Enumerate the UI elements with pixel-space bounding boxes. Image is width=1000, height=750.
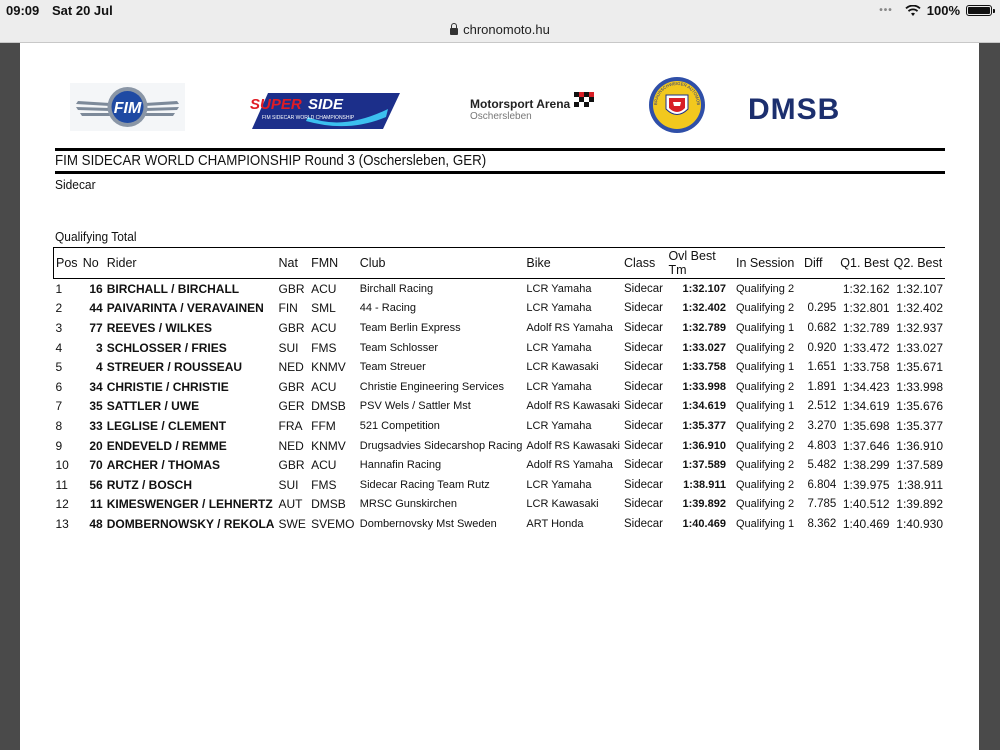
cell-in-session: Qualifying 2: [735, 341, 795, 354]
cell-q2-best: 1:38.911: [897, 477, 943, 492]
cell-nat: FRA: [278, 418, 303, 433]
cell-in-session: Qualifying 1: [735, 517, 795, 530]
cell-q1-best: 1:40.469: [842, 516, 890, 531]
table-header-row: [54, 248, 946, 279]
cell-q2-best: 1:33.998: [896, 379, 943, 394]
cell-nat: SUI: [278, 477, 299, 492]
cell-pos: 12: [55, 497, 69, 512]
cell-nat: FIN: [278, 301, 298, 316]
cell-nat: NED: [278, 438, 304, 453]
cell-class: Sidecar: [623, 498, 663, 511]
cell-fmn: SML: [311, 301, 336, 316]
braunschweig-club-logo: [647, 76, 707, 134]
cell-q2-best: 1:36.910: [896, 438, 943, 453]
cell-class: Sidecar: [623, 380, 663, 393]
cell-fmn: DMSB: [311, 497, 346, 512]
cell-diff: 0.295: [807, 302, 837, 315]
cell-pos: 8: [55, 418, 63, 433]
cell-fmn: FFM: [311, 418, 336, 433]
cell-no: 16: [89, 281, 103, 296]
cell-ovl-best: 1:32.107: [682, 282, 726, 295]
superside-logo-super: SUPER: [250, 96, 302, 113]
cell-nat: AUT: [278, 497, 303, 512]
cell-pos: 13: [55, 516, 69, 531]
cell-rider: PAIVARINTA / VERAVAINEN: [106, 301, 264, 316]
header-rule-top: [55, 148, 945, 151]
sponsor-logos: [20, 43, 979, 148]
cell-in-session: Qualifying 1: [735, 321, 795, 334]
cell-nat: GBR: [278, 458, 305, 473]
cell-fmn: FMS: [311, 477, 337, 492]
cell-rider: SCHLOSSER / FRIES: [106, 340, 227, 355]
cell-diff: 3.270: [807, 419, 837, 432]
cell-ovl-best: 1:33.027: [682, 341, 726, 354]
col-header-pos: Pos: [54, 248, 81, 279]
cell-diff: 6.804: [807, 478, 837, 491]
cell-class: Sidecar: [623, 400, 663, 413]
cell-q1-best: 1:32.801: [842, 301, 890, 316]
cell-rider: RUTZ / BOSCH: [106, 477, 193, 492]
cell-club: PSV Wels / Sattler Mst: [359, 400, 471, 413]
section-title: Qualifying Total: [55, 229, 137, 244]
cell-class: Sidecar: [623, 361, 663, 374]
table-row: [54, 495, 946, 515]
cell-rider: LEGLISE / CLEMENT: [106, 418, 227, 433]
cell-rider: CHRISTIE / CHRISTIE: [106, 379, 229, 394]
cell-q2-best: 1:32.402: [896, 301, 943, 316]
motorsport-arena-logo: [468, 88, 598, 124]
cell-bike: LCR Yamaha: [526, 478, 592, 491]
cell-club: Birchall Racing: [359, 282, 434, 295]
cell-fmn: ACU: [311, 281, 337, 296]
cell-rider: BIRCHALL / BIRCHALL: [106, 281, 240, 296]
cell-class: Sidecar: [623, 478, 663, 491]
cell-no: 70: [89, 458, 103, 473]
cell-diff: 8.362: [807, 517, 837, 530]
table-row: [54, 318, 946, 338]
cell-nat: GER: [278, 399, 305, 414]
cell-in-session: Qualifying 2: [735, 478, 795, 491]
cell-q2-best: 1:35.671: [896, 360, 943, 375]
col-header-q1-best: Q1. Best: [838, 248, 891, 279]
club-logo-ring-text: BRAUNSCHWEIGER AUTOMOB: [652, 80, 702, 106]
cell-in-session: Qualifying 1: [735, 400, 795, 413]
col-header-diff: Diff: [802, 248, 838, 279]
cell-fmn: SVEMO: [311, 516, 355, 531]
table-row: [54, 357, 946, 377]
cell-bike: LCR Yamaha: [526, 341, 592, 354]
cell-no: 11: [90, 497, 103, 512]
motorsport-arena-sub: Oschersleben: [470, 111, 532, 122]
url-text[interactable]: chronomoto.hu: [463, 22, 550, 37]
cell-diff: 7.785: [807, 498, 837, 511]
col-header-in-session: In Session: [728, 248, 802, 279]
cell-q1-best: 1:38.299: [842, 458, 890, 473]
cell-ovl-best: 1:33.998: [682, 380, 726, 393]
cell-fmn: ACU: [311, 320, 337, 335]
table-row: [54, 436, 946, 456]
cell-diff: 1.651: [807, 361, 837, 374]
cell-ovl-best: 1:38.911: [683, 478, 726, 491]
cell-class: Sidecar: [623, 439, 663, 452]
cell-in-session: Qualifying 2: [735, 282, 795, 295]
cell-bike: LCR Yamaha: [526, 419, 592, 432]
cell-diff: 0.682: [807, 321, 837, 334]
table-row: [54, 475, 946, 495]
multitasking-dots-icon: •••: [879, 5, 893, 16]
col-header-rider: Rider: [105, 248, 277, 279]
cell-ovl-best: 1:32.789: [682, 321, 726, 334]
cell-diff: 4.803: [807, 439, 837, 452]
battery-percent: 100%: [926, 3, 960, 18]
cell-in-session: Qualifying 2: [735, 439, 795, 452]
cell-club: Sidecar Racing Team Rutz: [359, 478, 490, 491]
cell-bike: ART Honda: [526, 517, 584, 530]
lock-icon: [450, 28, 458, 35]
cell-ovl-best: 1:37.589: [682, 459, 726, 472]
cell-ovl-best: 1:34.619: [682, 400, 726, 413]
fim-logo-text: FIM: [113, 100, 142, 117]
cell-bike: LCR Yamaha: [526, 380, 592, 393]
cell-bike: LCR Kawasaki: [526, 361, 599, 374]
cell-in-session: Qualifying 2: [735, 380, 795, 393]
cell-pos: 6: [55, 379, 63, 394]
cell-q1-best: 1:33.758: [842, 360, 890, 375]
col-header-nat: Nat: [276, 248, 309, 279]
cell-bike: Adolf RS Kawasaki: [526, 400, 620, 413]
cell-q1-best: 1:33.472: [842, 340, 890, 355]
cell-pos: 9: [55, 438, 63, 453]
cell-fmn: KNMV: [311, 438, 346, 453]
cell-club: Drugsadvies Sidecarshop Racing: [359, 439, 523, 452]
cell-fmn: ACU: [311, 379, 337, 394]
cell-bike: Adolf RS Yamaha: [526, 321, 613, 334]
cell-ovl-best: 1:40.469: [682, 517, 726, 530]
cell-q2-best: 1:37.589: [896, 458, 943, 473]
cell-q2-best: 1:32.107: [896, 281, 943, 296]
page-title: FIM SIDECAR WORLD CHAMPIONSHIP Round 3 (Oschersleben, GER): [55, 153, 487, 169]
cell-fmn: ACU: [311, 458, 337, 473]
col-header-bike: Bike: [524, 248, 622, 279]
cell-pos: 11: [55, 477, 68, 492]
cell-diff: 0.920: [807, 341, 837, 354]
cell-fmn: DMSB: [311, 399, 346, 414]
cell-bike: LCR Kawasaki: [526, 498, 599, 511]
cell-club: Dombernovsky Mst Sweden: [359, 517, 497, 530]
status-date: Sat 20 Jul: [52, 3, 113, 18]
cell-no: 56: [89, 477, 103, 492]
cell-ovl-best: 1:35.377: [682, 419, 726, 432]
col-header-club: Club: [358, 248, 525, 279]
battery-icon: [966, 5, 992, 16]
col-header-fmn: FMN: [309, 248, 358, 279]
cell-q1-best: 1:40.512: [842, 497, 890, 512]
cell-bike: Adolf RS Yamaha: [526, 459, 613, 472]
cell-fmn: FMS: [311, 340, 337, 355]
cell-no: 44: [89, 301, 103, 316]
cell-q1-best: 1:34.619: [842, 399, 890, 414]
cell-diff: 2.512: [807, 400, 837, 413]
cell-club: Team Berlin Express: [359, 321, 461, 334]
cell-q2-best: 1:33.027: [896, 340, 943, 355]
cell-diff: 5.482: [807, 459, 837, 472]
table-row: [54, 455, 946, 475]
cell-pos: 5: [55, 360, 63, 375]
cell-ovl-best: 1:36.910: [682, 439, 726, 452]
cell-nat: SUI: [278, 340, 299, 355]
cell-class: Sidecar: [623, 302, 663, 315]
motorsport-arena-title: Motorsport Arena: [470, 97, 571, 111]
cell-q1-best: 1:32.789: [842, 320, 890, 335]
cell-q1-best: 1:39.975: [842, 477, 890, 492]
cell-ovl-best: 1:32.402: [682, 302, 726, 315]
cell-q2-best: 1:35.676: [896, 399, 943, 414]
cell-club: Christie Engineering Services: [359, 380, 505, 393]
cell-q2-best: 1:35.377: [896, 418, 943, 433]
cell-class: Sidecar: [623, 419, 663, 432]
cell-class: Sidecar: [623, 459, 663, 472]
cell-fmn: KNMV: [311, 360, 346, 375]
cell-class: Sidecar: [623, 341, 663, 354]
class-subtitle: Sidecar: [55, 177, 96, 192]
cell-club: 521 Competition: [359, 419, 440, 432]
cell-in-session: Qualifying 2: [735, 498, 795, 511]
cell-pos: 1: [55, 281, 63, 296]
cell-no: 35: [89, 399, 103, 414]
page-content: [20, 43, 979, 750]
cell-bike: Adolf RS Kawasaki: [526, 439, 620, 452]
col-header-q2-best: Q2. Best: [892, 248, 945, 279]
cell-pos: 3: [55, 320, 63, 335]
cell-pos: 4: [55, 340, 63, 355]
cell-no: 20: [89, 438, 103, 453]
cell-class: Sidecar: [623, 321, 663, 334]
cell-club: Team Streuer: [359, 361, 426, 374]
cell-q2-best: 1:40.930: [896, 516, 943, 531]
cell-no: 48: [89, 516, 103, 531]
fim-logo: [70, 83, 185, 131]
cell-q2-best: 1:32.937: [896, 320, 943, 335]
superside-logo-side: SIDE: [308, 96, 344, 113]
cell-diff: 1.891: [807, 380, 837, 393]
cell-ovl-best: 1:33.758: [682, 361, 726, 374]
cell-club: 44 - Racing: [359, 302, 417, 315]
cell-rider: ARCHER / THOMAS: [106, 458, 221, 473]
cell-q1-best: 1:32.162: [842, 281, 890, 296]
cell-no: 3: [96, 340, 103, 355]
cell-pos: 7: [55, 399, 63, 414]
col-header-ovl-best: Ovl Best Tm: [666, 248, 728, 279]
superside-logo: [248, 87, 400, 131]
cell-club: MRSC Gunskirchen: [359, 498, 457, 511]
cell-in-session: Qualifying 2: [735, 302, 795, 315]
cell-rider: SATTLER / UWE: [106, 399, 200, 414]
dmsb-logo-text: DMSB: [748, 93, 841, 123]
cell-q1-best: 1:35.698: [842, 418, 890, 433]
cell-club: Team Schlosser: [359, 341, 439, 354]
cell-pos: 2: [55, 301, 63, 316]
cell-bike: LCR Yamaha: [526, 302, 592, 315]
col-header-no: No: [81, 248, 105, 279]
table-row: [54, 397, 946, 417]
cell-diff: [802, 279, 838, 299]
cell-nat: GBR: [278, 281, 305, 296]
address-bar[interactable]: [0, 22, 1000, 43]
status-bar: [0, 0, 1000, 22]
col-header-class: Class: [622, 248, 666, 279]
superside-logo-sub: FIM SIDECAR WORLD CHAMPIONSHIP: [262, 115, 355, 121]
wifi-icon: [905, 5, 921, 17]
cell-no: 34: [89, 379, 103, 394]
cell-ovl-best: 1:39.892: [682, 498, 726, 511]
cell-class: Sidecar: [623, 282, 663, 295]
cell-in-session: Qualifying 2: [735, 459, 795, 472]
table-row: [54, 338, 946, 358]
cell-rider: DOMBERNOWSKY / REKOLA: [106, 516, 275, 531]
cell-q1-best: 1:37.646: [842, 438, 890, 453]
cell-nat: GBR: [278, 379, 305, 394]
status-time: 09:09: [6, 3, 40, 18]
cell-q2-best: 1:39.892: [896, 497, 943, 512]
cell-bike: LCR Yamaha: [526, 282, 592, 295]
table-body: [54, 279, 946, 534]
cell-rider: KIMESWENGER / LEHNERTZ: [106, 497, 273, 512]
cell-nat: SWE: [278, 516, 306, 531]
cell-rider: ENDEVELD / REMME: [106, 438, 227, 453]
cell-q1-best: 1:34.423: [842, 379, 890, 394]
cell-pos: 10: [55, 458, 69, 473]
cell-in-session: Qualifying 1: [735, 361, 795, 374]
table-row: [54, 279, 946, 299]
cell-rider: REEVES / WILKES: [106, 320, 213, 335]
table-row: [54, 377, 946, 397]
cell-no: 77: [89, 320, 103, 335]
cell-in-session: Qualifying 2: [735, 419, 795, 432]
header-rule-bottom: [55, 171, 945, 174]
cell-nat: GBR: [278, 320, 305, 335]
table-row: [54, 416, 946, 436]
cell-club: Hannafin Racing: [359, 459, 442, 472]
table-row: [54, 299, 946, 319]
cell-no: 4: [96, 360, 103, 375]
cell-no: 33: [89, 418, 103, 433]
cell-rider: STREUER / ROUSSEAU: [106, 360, 243, 375]
dmsb-logo: [746, 93, 931, 123]
cell-class: Sidecar: [623, 517, 663, 530]
cell-nat: NED: [278, 360, 304, 375]
table-row: [54, 514, 946, 534]
qualifying-results-table: [53, 247, 945, 534]
